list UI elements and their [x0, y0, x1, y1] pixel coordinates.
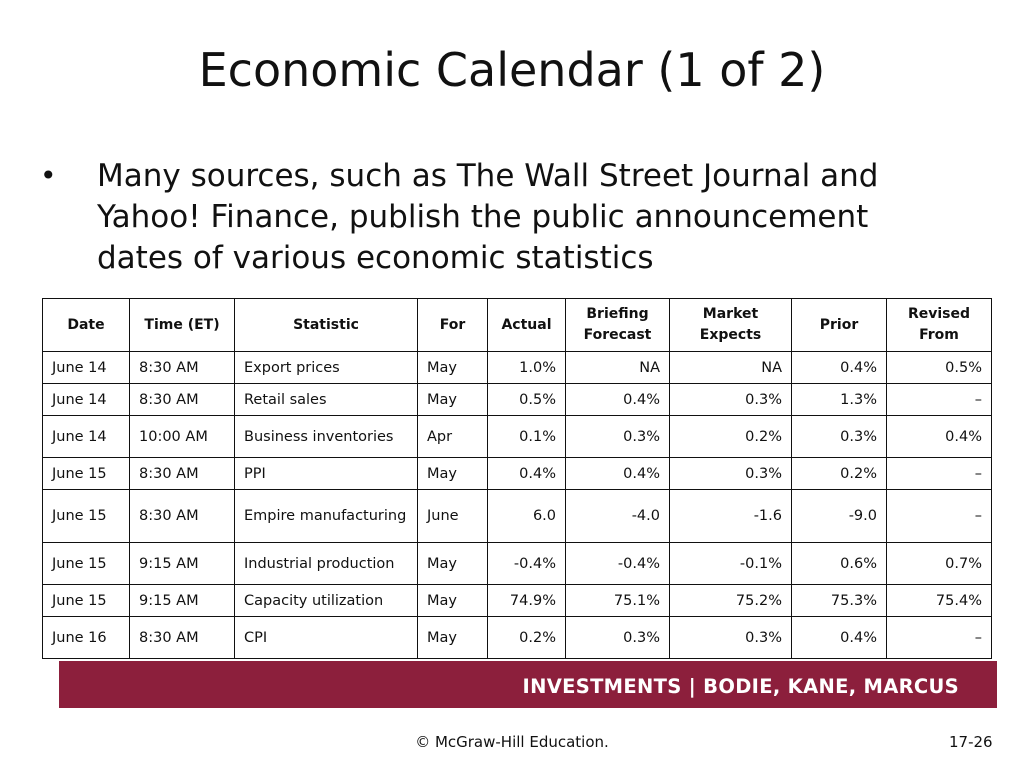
cell-date: June 15: [43, 585, 130, 617]
cell-briefing-forecast: 0.4%: [566, 384, 670, 416]
cell-revised-from: 75.4%: [887, 585, 992, 617]
cell-time: 9:15 AM: [130, 585, 235, 617]
table-row: [43, 458, 992, 490]
column-header-revised-from: [887, 299, 992, 352]
cell-prior: 0.4%: [792, 617, 887, 659]
cell-briefing-forecast: 0.3%: [566, 416, 670, 458]
column-header-statistic: [235, 299, 418, 352]
cell-date: June 15: [43, 490, 130, 543]
cell-briefing-forecast: -0.4%: [566, 543, 670, 585]
cell-briefing-forecast: 75.1%: [566, 585, 670, 617]
cell-briefing-forecast: -4.0: [566, 490, 670, 543]
cell-for: June: [418, 490, 488, 543]
table-row: [43, 490, 992, 543]
column-header-date: [43, 299, 130, 352]
cell-actual: 6.0: [488, 490, 566, 543]
cell-date: June 16: [43, 617, 130, 659]
table-row: [43, 384, 992, 416]
column-header-prior: [792, 299, 887, 352]
cell-prior: 0.6%: [792, 543, 887, 585]
cell-market-expects: 75.2%: [670, 585, 792, 617]
cell-date: June 15: [43, 458, 130, 490]
table-body: [43, 352, 992, 659]
header-row: [43, 299, 992, 352]
column-header-line: Date: [67, 316, 105, 333]
cell-time: 8:30 AM: [130, 458, 235, 490]
cell-statistic: Export prices: [235, 352, 418, 384]
table-row: [43, 543, 992, 585]
cell-date: June 14: [43, 384, 130, 416]
cell-briefing-forecast: 0.4%: [566, 458, 670, 490]
cell-actual: 74.9%: [488, 585, 566, 617]
cell-market-expects: -1.6: [670, 490, 792, 543]
cell-for: May: [418, 384, 488, 416]
column-header-briefing-forecast: [566, 299, 670, 352]
cell-revised-from: –: [887, 384, 992, 416]
footer-banner: [59, 661, 997, 708]
cell-time: 8:30 AM: [130, 352, 235, 384]
cell-statistic: Empire manufacturing: [235, 490, 418, 543]
column-header-for: [418, 299, 488, 352]
page-number: 17-26: [949, 733, 993, 751]
slide-title: Economic Calendar (1 of 2): [198, 43, 826, 97]
table-row: [43, 617, 992, 659]
column-header-line: Prior: [819, 316, 859, 333]
column-header-line: Expects: [699, 327, 762, 343]
cell-date: June 14: [43, 416, 130, 458]
cell-statistic: CPI: [235, 617, 418, 659]
column-header-line: From: [919, 327, 959, 343]
cell-for: May: [418, 352, 488, 384]
cell-statistic: Capacity utilization: [235, 585, 418, 617]
cell-market-expects: 0.2%: [670, 416, 792, 458]
column-header-line: For: [439, 316, 466, 333]
cell-briefing-forecast: 0.3%: [566, 617, 670, 659]
cell-prior: 0.3%: [792, 416, 887, 458]
cell-date: June 14: [43, 352, 130, 384]
cell-time: 9:15 AM: [130, 543, 235, 585]
economic-calendar-table: [42, 298, 992, 659]
bullet-icon: •: [40, 159, 57, 192]
cell-actual: 0.5%: [488, 384, 566, 416]
cell-prior: 1.3%: [792, 384, 887, 416]
cell-revised-from: 0.7%: [887, 543, 992, 585]
column-header-line: Forecast: [583, 327, 652, 343]
cell-prior: -9.0: [792, 490, 887, 543]
cell-for: May: [418, 543, 488, 585]
cell-time: 8:30 AM: [130, 490, 235, 543]
cell-prior: 0.4%: [792, 352, 887, 384]
table-row: [43, 416, 992, 458]
copyright-notice: © McGraw-Hill Education.: [415, 733, 609, 751]
cell-market-expects: -0.1%: [670, 543, 792, 585]
footer-banner-text: INVESTMENTS | BODIE, KANE, MARCUS: [522, 675, 959, 698]
cell-actual: 0.4%: [488, 458, 566, 490]
cell-statistic: Business inventories: [235, 416, 418, 458]
cell-statistic: Retail sales: [235, 384, 418, 416]
cell-date: June 15: [43, 543, 130, 585]
column-header-line: Time (ET): [144, 316, 220, 333]
table-row: [43, 352, 992, 384]
cell-actual: -0.4%: [488, 543, 566, 585]
cell-statistic: Industrial production: [235, 543, 418, 585]
cell-prior: 75.3%: [792, 585, 887, 617]
cell-market-expects: NA: [670, 352, 792, 384]
table-row: [43, 585, 992, 617]
cell-market-expects: 0.3%: [670, 384, 792, 416]
cell-revised-from: –: [887, 458, 992, 490]
cell-for: May: [418, 458, 488, 490]
cell-for: May: [418, 617, 488, 659]
cell-for: May: [418, 585, 488, 617]
column-header-line: Actual: [501, 316, 552, 333]
cell-actual: 0.2%: [488, 617, 566, 659]
cell-revised-from: 0.4%: [887, 416, 992, 458]
column-header-actual: [488, 299, 566, 352]
cell-for: Apr: [418, 416, 488, 458]
column-header-line: Revised: [907, 306, 971, 322]
cell-time: 10:00 AM: [130, 416, 235, 458]
cell-revised-from: 0.5%: [887, 352, 992, 384]
cell-actual: 1.0%: [488, 352, 566, 384]
cell-briefing-forecast: NA: [566, 352, 670, 384]
cell-actual: 0.1%: [488, 416, 566, 458]
column-header-line: Statistic: [293, 316, 359, 333]
cell-statistic: PPI: [235, 458, 418, 490]
column-header-line: Briefing: [586, 306, 649, 322]
cell-revised-from: –: [887, 490, 992, 543]
cell-market-expects: 0.3%: [670, 458, 792, 490]
column-header-line: Market: [702, 306, 759, 322]
column-header-time: [130, 299, 235, 352]
bullet-text: Many sources, such as The Wall Street Journal and Yahoo! Finance, publish the public announcement dates of various economic statistics: [97, 158, 879, 276]
cell-prior: 0.2%: [792, 458, 887, 490]
cell-revised-from: –: [887, 617, 992, 659]
column-header-market-expects: [670, 299, 792, 352]
cell-time: 8:30 AM: [130, 617, 235, 659]
cell-time: 8:30 AM: [130, 384, 235, 416]
cell-market-expects: 0.3%: [670, 617, 792, 659]
